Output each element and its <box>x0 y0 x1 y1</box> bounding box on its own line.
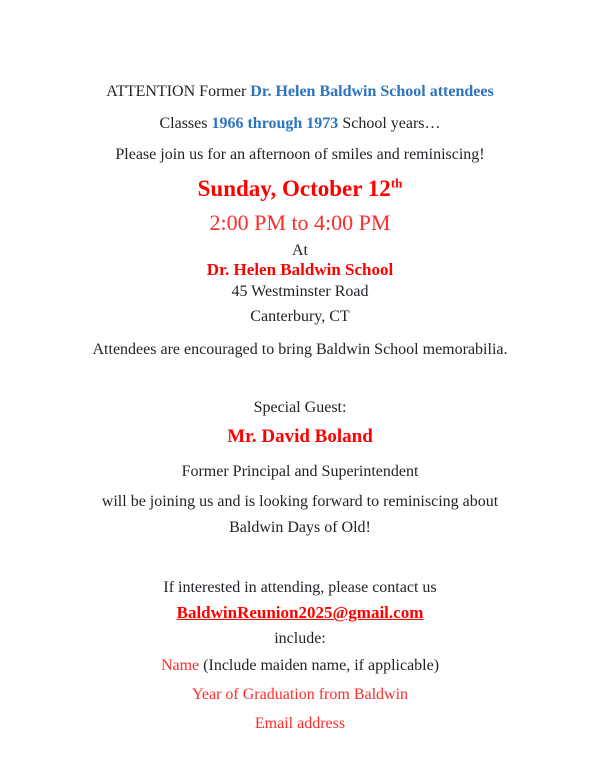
classes-suffix: School years… <box>338 115 441 133</box>
special-guest-name: Mr. David Boland <box>227 425 373 447</box>
classes-prefix: Classes <box>159 115 212 133</box>
event-date-main: Sunday, October 12 <box>197 175 391 201</box>
classes-line <box>0 114 600 133</box>
attention-prefix: ATTENTION Former <box>106 83 251 100</box>
venue-street: 45 Westminster Road <box>231 283 369 301</box>
invite-line: Please join us for an afternoon of smiles and reminiscing! <box>115 146 485 164</box>
venue-city: Canterbury, CT <box>250 308 350 326</box>
attention-school-highlight: Dr. Helen Baldwin School attendees <box>250 83 494 100</box>
contact-email-line <box>0 603 600 623</box>
venue-name: Dr. Helen Baldwin School <box>206 259 394 279</box>
at-label: At <box>292 241 308 259</box>
contact-email-link[interactable]: BaldwinReunion2025@gmail.com <box>176 603 424 623</box>
name-field-label: Name <box>160 657 200 674</box>
guest-join-line2: Baldwin Days of Old! <box>229 519 371 537</box>
event-time: 2:00 PM to 4:00 PM <box>209 210 391 236</box>
classes-years-highlight: 1966 through 1973 <box>211 115 339 133</box>
name-field-note: (Include maiden name, if applicable) <box>199 657 440 674</box>
memorabilia-line: Attendees are encouraged to bring Baldwin School memorabilia. <box>92 340 508 358</box>
contact-line: If interested in attending, please contact us <box>163 579 437 597</box>
include-label: include: <box>274 629 326 647</box>
special-guest-title: Former Principal and Superintendent <box>181 462 419 480</box>
name-field-line <box>0 656 600 675</box>
email-field-line: Email address <box>254 715 346 733</box>
guest-join-line1: will be joining us and is looking forward to reminiscing about <box>101 492 499 510</box>
year-field-line: Year of Graduation from Baldwin <box>191 686 409 704</box>
event-date <box>0 175 600 203</box>
special-guest-label: Special Guest: <box>253 398 347 416</box>
event-date-ordinal: th <box>390 174 403 190</box>
attention-line <box>0 82 600 101</box>
